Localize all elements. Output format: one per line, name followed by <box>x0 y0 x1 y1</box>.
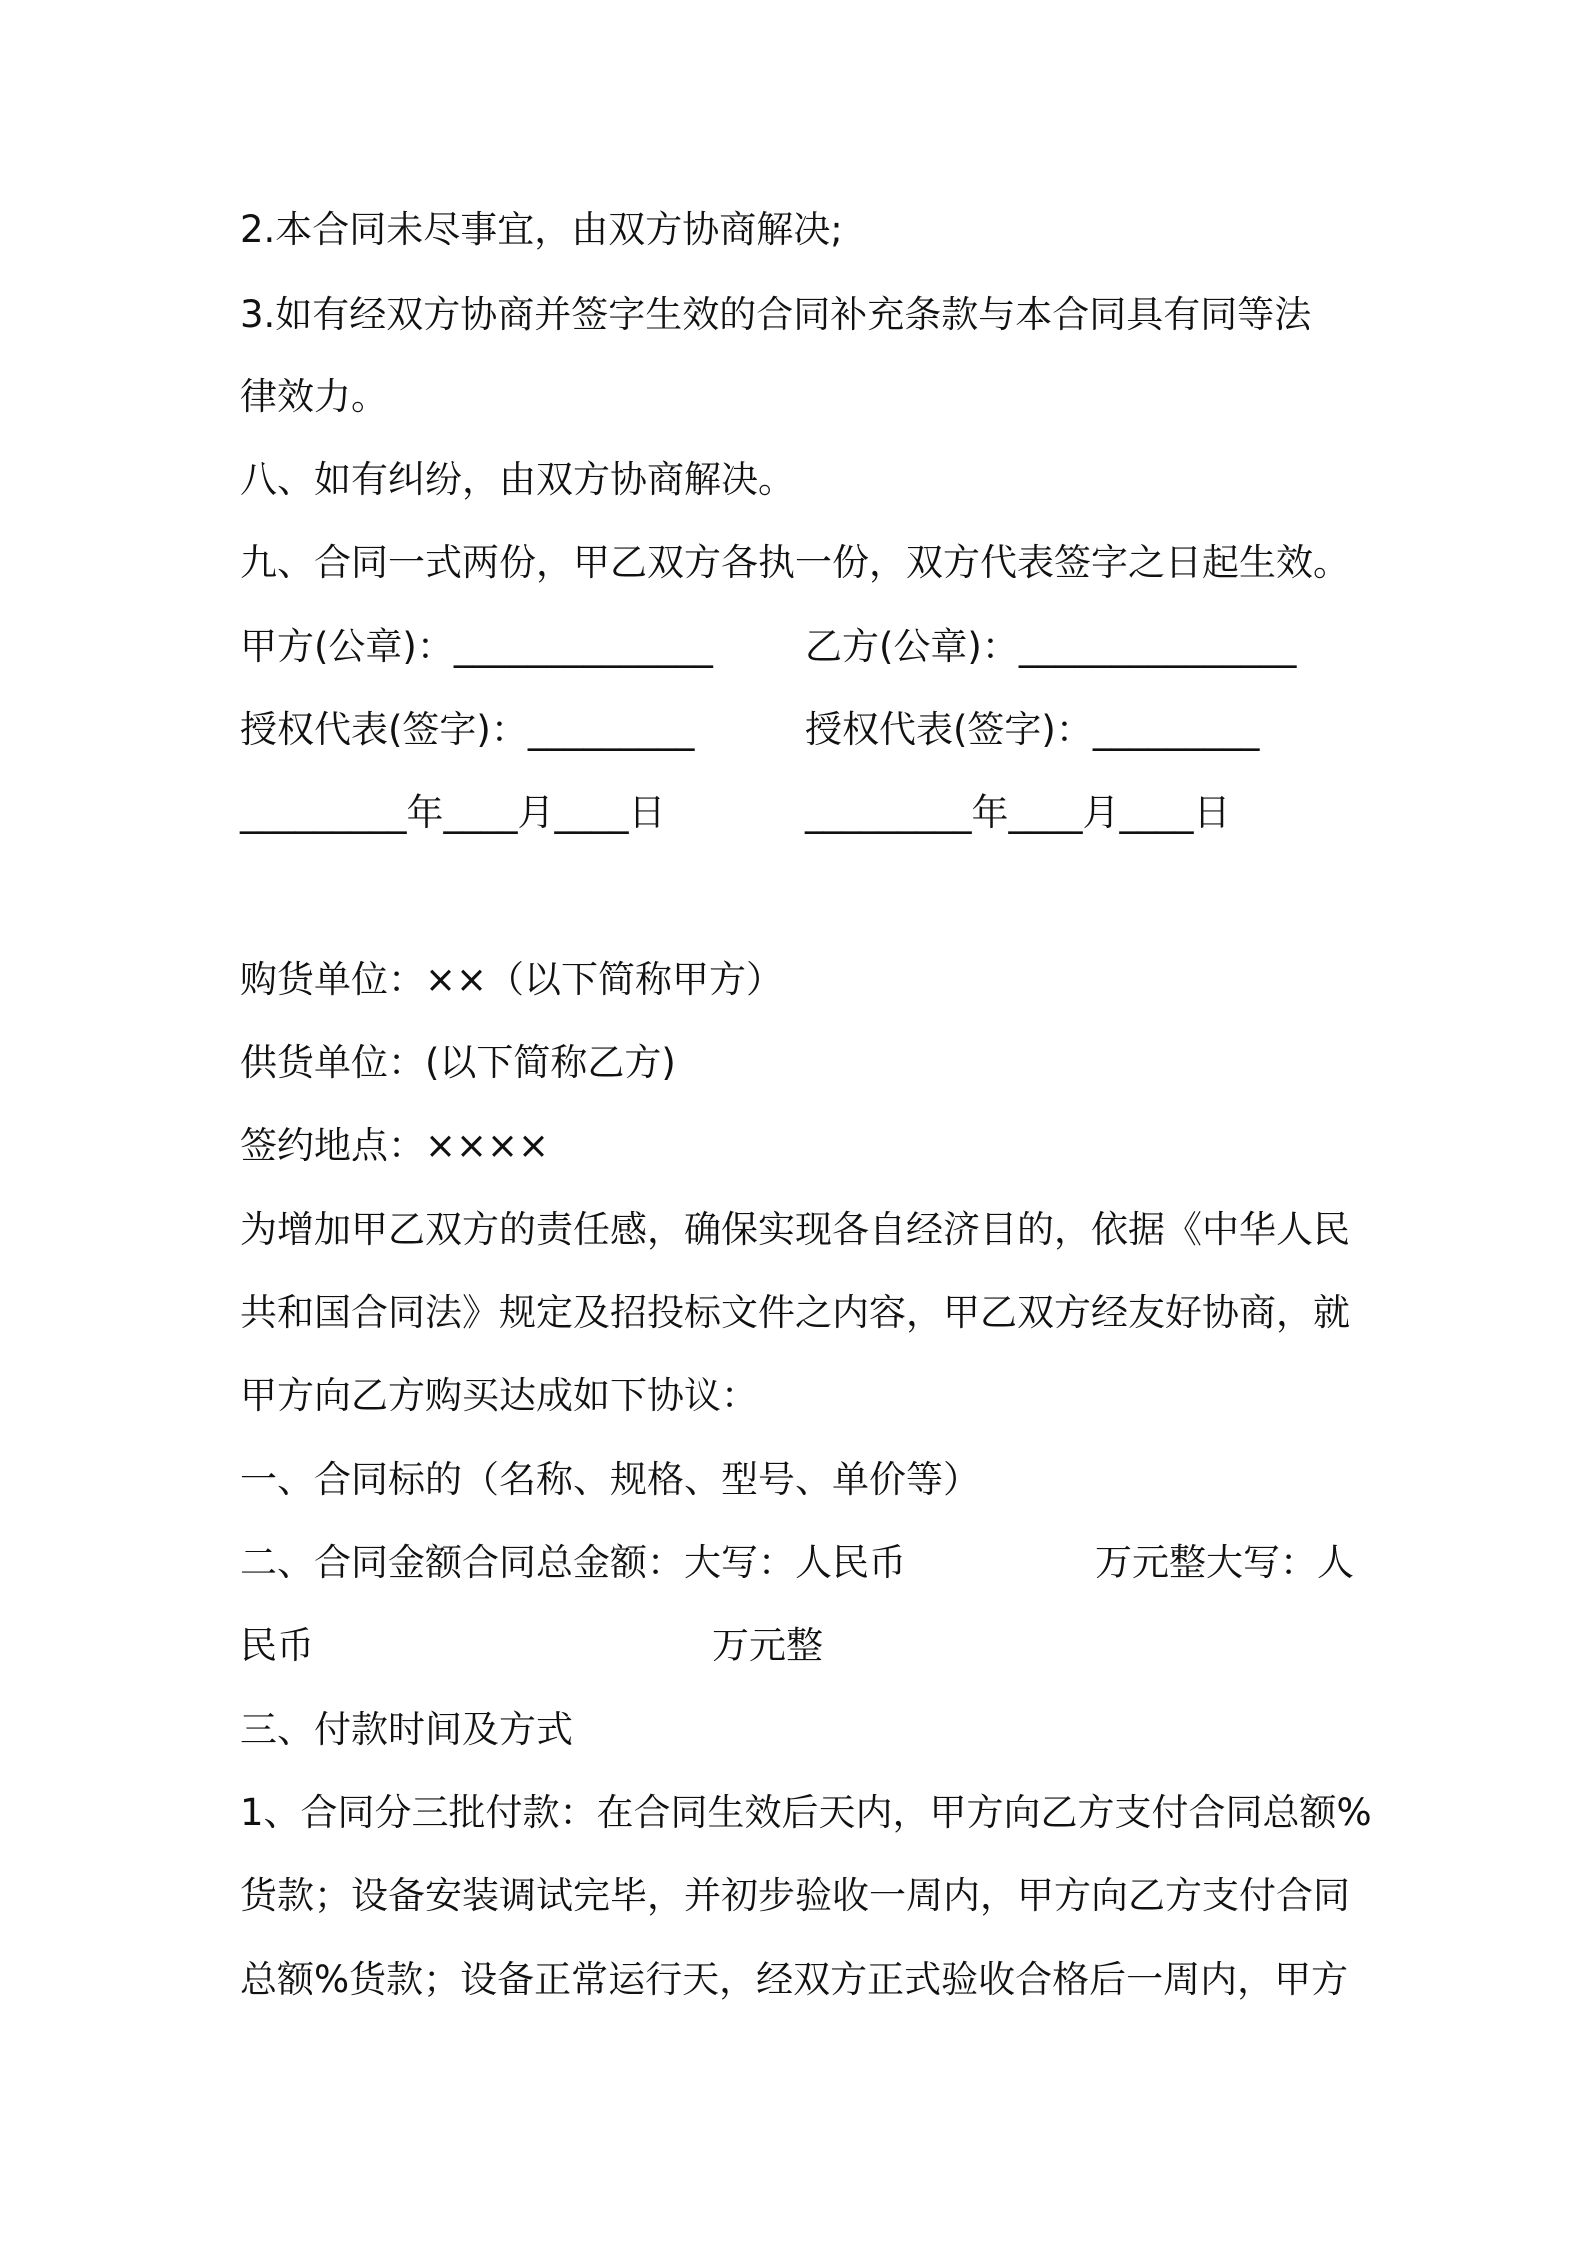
preamble-line-3: 甲方向乙方购买达成如下协议： <box>240 1374 758 1417</box>
section-2-line-1-part-1: 二、合同金额合同总金额：大写：人民币 <box>240 1541 906 1584</box>
preamble-line-1: 为增加甲乙双方的责任感，确保实现各自经济目的，依据《中华人民 <box>240 1208 1350 1251</box>
party-b-date-field: _________年____月____日 <box>805 791 1231 834</box>
clause-item-9: 九、合同一式两份，甲乙双方各执一份，双方代表签字之日起生效。 <box>240 541 1350 584</box>
party-a-date-field: _________年____月____日 <box>240 791 666 834</box>
preamble-line-2: 共和国合同法》规定及招投标文件之内容，甲乙双方经友好协商，就 <box>240 1291 1350 1334</box>
section-2-line-1-part-2: 万元整大写：人 <box>1095 1541 1354 1584</box>
party-a-seal-field: 甲方(公章)：______________ <box>240 625 713 668</box>
buyer-line: 购货单位：××（以下简称甲方） <box>240 958 784 1001</box>
section-1-heading: 一、合同标的（名称、规格、型号、单价等） <box>240 1458 980 1501</box>
clause-item-2: 2.本合同未尽事宜，由双方协商解决; <box>240 208 843 251</box>
section-3-heading: 三、付款时间及方式 <box>240 1708 573 1751</box>
payment-line-2: 货款；设备安装调试完毕，并初步验收一周内，甲方向乙方支付合同 <box>240 1874 1350 1917</box>
section-2-line-2-part-1: 民币 <box>240 1624 314 1667</box>
clause-item-3-line-1: 3.如有经双方协商并签字生效的合同补充条款与本合同具有同等法 <box>240 293 1312 336</box>
party-b-seal-field: 乙方(公章)：_______________ <box>805 625 1297 668</box>
payment-line-1: 1、合同分三批付款：在合同生效后天内，甲方向乙方支付合同总额% <box>240 1791 1372 1834</box>
supplier-line: 供货单位：(以下简称乙方) <box>240 1041 676 1084</box>
clause-item-3-line-2: 律效力。 <box>240 375 388 418</box>
section-2-line-2-part-2: 万元整 <box>712 1624 823 1667</box>
party-a-rep-field: 授权代表(签字)：_________ <box>240 708 695 751</box>
party-b-rep-field: 授权代表(签字)：_________ <box>805 708 1260 751</box>
signing-location-line: 签约地点：×××× <box>240 1124 550 1167</box>
payment-line-3: 总额%货款；设备正常运行天，经双方正式验收合格后一周内，甲方 <box>240 1958 1349 2001</box>
clause-item-8: 八、如有纠纷，由双方协商解决。 <box>240 458 795 501</box>
